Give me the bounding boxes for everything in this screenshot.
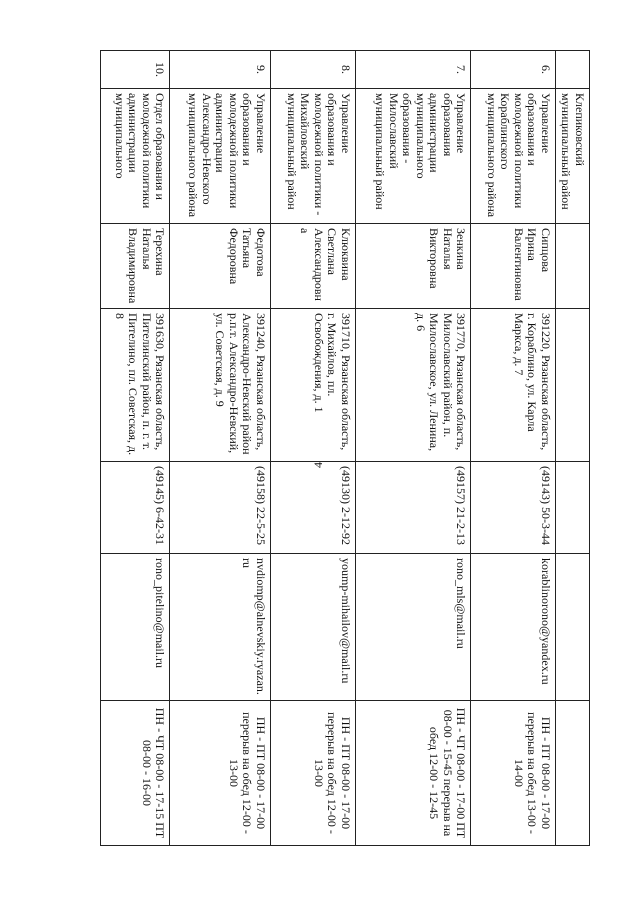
- contact-person: Федотова Татьяна Федоровна: [170, 224, 270, 309]
- email: yoump-mihailov@mail.ru: [270, 554, 355, 701]
- section-num-cell: [556, 51, 590, 89]
- contact-person: Сипцова Ирина Валентиновна: [471, 224, 556, 309]
- work-hours: ПН - ПТ 08-00 - 17-00 перерыв на обед 12-00 - 13-00: [270, 701, 355, 846]
- row-number: 6.: [471, 51, 556, 89]
- email: rono_mls@mail.ru: [355, 554, 471, 701]
- email: nvdiomp@alnevskiy.ryazan.ru: [170, 554, 270, 701]
- contacts-table: [100, 50, 590, 846]
- org-name: Управление образования администрации муниципального образования - Милославский муниципальный район: [355, 89, 471, 224]
- row-number: 7.: [355, 51, 471, 89]
- table-row: [355, 51, 471, 846]
- section-row: [556, 51, 590, 846]
- org-name: Управление образования и молодежной политики - Михайловский муниципальный район: [270, 89, 355, 224]
- work-hours: ПН - ПТ 08-00 - 17-00 перерыв на обед 13-00 - 14-00: [471, 701, 556, 846]
- org-name: Управление образования и молодежной политики администрации Александро-Невского муниципального района: [170, 89, 270, 224]
- phone: (49145) 6-42-31: [101, 462, 171, 554]
- org-name: Отдел образования и молодежной политики администрации муниципального: [101, 89, 171, 224]
- row-number: 10.: [101, 51, 171, 89]
- address: 391220, Рязанская область, г. Кораблино, ул. Карла Маркса, д. 7: [471, 309, 556, 462]
- table-row: [270, 51, 355, 846]
- address: 391240, Рязанская область, Александро-Невский район р.п.т. Александро-Невский, ул. Советская, д. 9: [170, 309, 270, 462]
- phone: (49157) 21-2-13: [355, 462, 471, 554]
- email: korablinorono@yandex.ru: [471, 554, 556, 701]
- table-row: [170, 51, 270, 846]
- contact-person: Терехина Наталья Владимировна: [101, 224, 171, 309]
- address: 391630, Рязанская область, Пителинский район, п. г. т. Пителино, пл. Советская, д. 8: [101, 309, 171, 462]
- email: rono_pitelino@mail.ru: [101, 554, 171, 701]
- section-title: Клепиковский муниципальный район: [556, 89, 590, 224]
- table-row: [471, 51, 556, 846]
- phone: (49143) 50-3-44: [471, 462, 556, 554]
- contact-person: Клюквина Светлана Александровна: [270, 224, 355, 309]
- work-hours: ПН - ЧТ 08-00 - 17-15 ПТ 08-00 - 16-00: [101, 701, 171, 846]
- phone: (49158) 22-5-25: [170, 462, 270, 554]
- row-number: 8.: [270, 51, 355, 89]
- work-hours: ПН - ПТ 08-00 - 17-00 перерыв на обед 12-00 - 13-00: [170, 701, 270, 846]
- rotated-page: [100, 50, 590, 845]
- address: 391770, Рязанская область, Милославский район, п. Милославское, ул. Ленина, д. 6: [355, 309, 471, 462]
- phone: (49130) 2-12-92: [270, 462, 355, 554]
- table-row: [101, 51, 171, 846]
- org-name: Управление образования и молодежной политики Кораблинского муниципального района: [471, 89, 556, 224]
- address: 391710, Рязанская область, г. Михайлов, пл. Освобождения, д. 1: [270, 309, 355, 462]
- page-number: 4: [311, 462, 325, 468]
- work-hours: ПН - ЧТ 08-00 - 17-00 ПТ 08-00 - 15-45 перерыв на обед 12-00 - 12-45: [355, 701, 471, 846]
- row-number: 9.: [170, 51, 270, 89]
- contact-person: Зенкина Наталья Викторовна: [355, 224, 471, 309]
